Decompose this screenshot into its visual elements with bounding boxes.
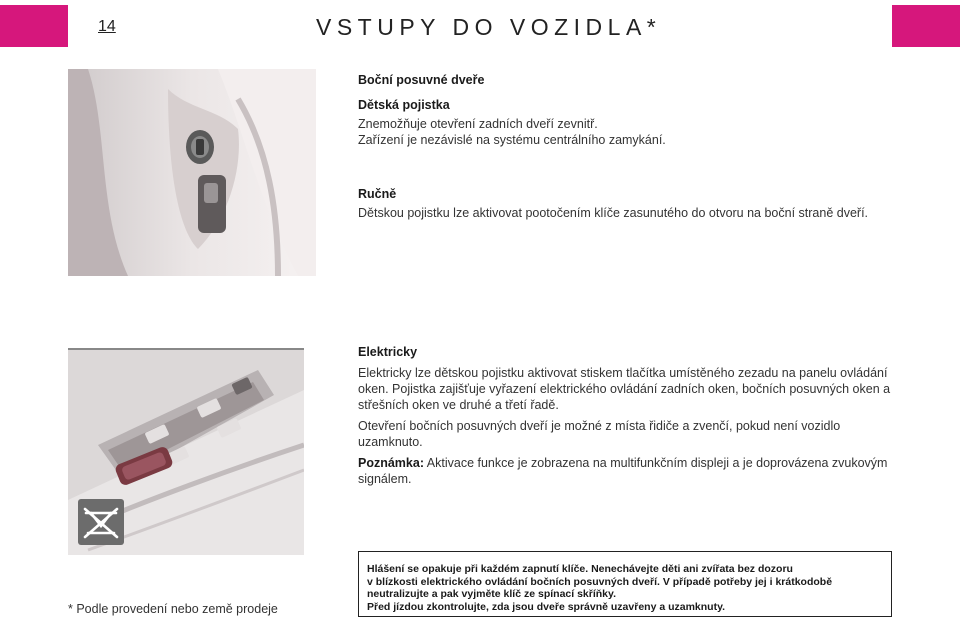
child-lock-window-icon	[78, 499, 124, 545]
section-title: Elektricky	[358, 345, 418, 359]
body-text: Dětskou pojistku lze aktivovat pootočením klíče zasunutého do otvoru na boční straně dveří.	[358, 206, 869, 220]
warning-line: v blízkosti elektrického ovládání bočních posuvných dveří. V případě potřeby jej i krátkodobě	[367, 575, 833, 588]
warning-line: Hlášení se opakuje při každém zapnutí klíče. Nenechávejte děti ani zvířata bez dozoru	[367, 563, 793, 575]
section-subtitle: Dětská pojistka	[358, 98, 450, 112]
warning-line: neutralizujte a pak vyjměte klíč ze spínací skříňky.	[367, 588, 617, 600]
sliding-doors-section	[358, 72, 898, 148]
note-paragraph	[358, 455, 898, 487]
page-title: VSTUPY DO VOZIDLA*	[316, 14, 662, 40]
note-label: Poznámka:	[358, 456, 424, 470]
section-title: Boční posuvné dveře	[358, 73, 485, 87]
warning-box	[358, 551, 892, 617]
footnote: * Podle provedení nebo země prodeje	[68, 602, 278, 616]
note-text: Aktivace funkce je zobrazena na multifunkčním displeji a je doprovázena zvukovým signálem.	[358, 456, 888, 486]
body-line: Znemožňuje otevření zadních dveří zevnitř.	[358, 117, 598, 131]
body-text: Elektricky lze dětskou pojistku aktivovat stiskem tlačítka umístěného zezadu na panelu ovládání oken. Pojistka zajišťuje vyřazení elektrického ovládání zadních oken, bočních posuvných oken a střešních oken ve druhé a třetí řadě.	[358, 366, 891, 412]
body-line: Zařízení je nezávislé na systému centrálního zamykání.	[358, 133, 666, 147]
manual-section	[358, 186, 898, 221]
page-tab-left	[0, 5, 68, 47]
warning-line: Před jízdou zkontrolujte, zda jsou dveře správně uzavřeny a uzamknuty.	[367, 600, 726, 613]
body-text: Otevření bočních posuvných dveří je možné z místa řidiče a zvenčí, pokud není vozidlo uzamknuto.	[358, 419, 841, 449]
electric-section	[358, 344, 898, 487]
section-title: Ručně	[358, 187, 397, 201]
door-lock-photo	[68, 69, 316, 276]
page-number: 14	[98, 18, 116, 35]
page-tab-right	[892, 5, 960, 47]
